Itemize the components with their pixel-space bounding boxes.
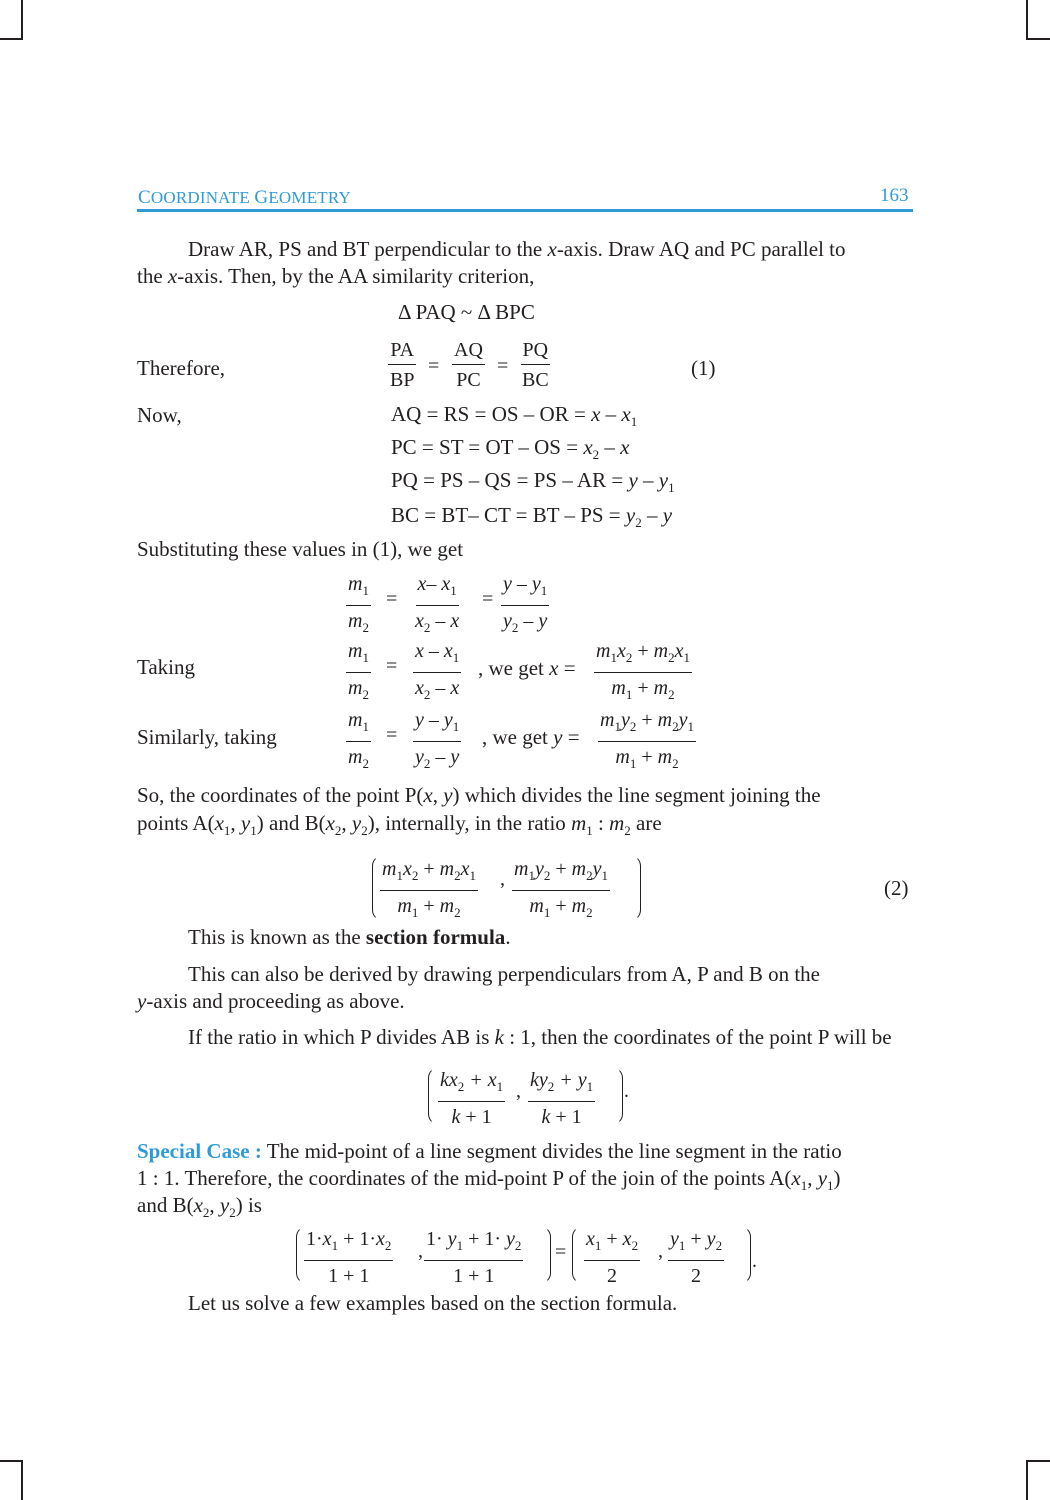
comma: , (500, 868, 505, 890)
we-get-y: , we get y = (482, 725, 580, 749)
crop-mark-top-left (0, 38, 23, 40)
comma: , (418, 1240, 423, 1262)
special-case-line3: and $B(x_2$, $y_2$) is (137, 1193, 262, 1220)
comma: , (516, 1080, 521, 1102)
pc-expression: PC = ST = OT – OS = $x_2$ – x (391, 435, 630, 462)
right-parenthesis (540, 1226, 551, 1284)
fraction-x-diff: $\frac{x - x_1}{x_2 - x}$ (415, 640, 460, 702)
paragraph-perpendiculars-line2: the x-axis. Then, by the AA similarity criterion, (137, 264, 535, 288)
bc-expression: BC = BT– CT = BT – PS = $y_2$ – y (391, 503, 673, 530)
fraction-y-result: $\frac{m_1y_2 + m_2y_1}{m_1 + m_2}$ (600, 709, 694, 771)
derivation-note-line2: y-axis and proceeding as above. (137, 989, 405, 1013)
aq-expression: AQ = RS = OS – OR = x – $x_1$ (391, 402, 638, 429)
crop-mark-top-right (1026, 0, 1028, 40)
equals-sign: = (428, 355, 440, 377)
comma: , (658, 1240, 663, 1262)
substituting-text: Substituting these values in (1), we get (137, 537, 464, 561)
crop-mark-bottom-right (1026, 1460, 1050, 1462)
equals-sign: = (482, 588, 494, 610)
fraction-m1-m2: $\frac{m_1}{m_2}$ (348, 640, 369, 702)
equals-sign: = (386, 588, 398, 610)
crop-mark-top-right (1026, 38, 1050, 40)
right-parenthesis (612, 1067, 623, 1125)
fraction-m1-m2: $\frac{m_1}{m_2}$ (348, 709, 369, 771)
fraction-x-diff: $\frac{x- x_1}{x_2 - x}$ (415, 573, 460, 635)
coordinates-paragraph-line2: points $A(x_1$, $y_1$) and $B(x_2$, $y_2$), internally, in the ratio $m_1$ : $m_2$ are (137, 811, 662, 838)
right-parenthesis (740, 1226, 751, 1284)
equation-number-2: (2) (884, 876, 909, 900)
closing-text: Let us solve a few examples based on the section formula. (188, 1291, 678, 1315)
section-formula-note: This is known as the section formula. (188, 925, 511, 949)
similarly-taking-label: Similarly, taking (137, 725, 277, 749)
midpoint-y: $\frac{y_1 + y_2}{2}$ (670, 1228, 723, 1287)
fraction-pa-bp: $\frac{PA}{BP}$ (390, 339, 415, 391)
ratio-k-text: If the ratio in which P divides AB is k : 1, then the coordinates of the point P will be (188, 1025, 892, 1049)
crop-mark-top-left (21, 0, 23, 40)
taking-label: Taking (137, 655, 196, 679)
running-header-title: COORDINATE GEOMETRY (138, 187, 351, 208)
fraction-y-diff: $\frac{y - y_1}{y_2 - y}$ (415, 709, 460, 771)
equals-sign: = (555, 1241, 567, 1263)
midpoint-x: $\frac{x_1 + x_2}{2}$ (586, 1228, 639, 1287)
pq-expression: PQ = PS – QS = PS – AR = y – $y_1$ (391, 468, 675, 495)
period: . (624, 1080, 629, 1102)
coordinates-paragraph-line1: So, the coordinates of the point P(x, y) which divides the line segment joining the (137, 783, 821, 807)
special-case-line1: Special Case : The mid-point of a line segment divides the line segment in the ratio (137, 1139, 842, 1163)
therefore-label: Therefore, (137, 356, 226, 380)
now-label: Now, (137, 403, 182, 427)
left-parenthesis (572, 1226, 583, 1284)
section-formula-y: $\frac{m_1y_2 + m_2y_1}{m_1 + m_2}$ (514, 858, 608, 920)
k-formula-y: $\frac{ky_2 + y_1}{k + 1}$ (530, 1069, 594, 1128)
special-case-line2: 1 : 1. Therefore, the coordinates of the mid-point P of the join of the points $A(x_1$, $y_1$) (137, 1166, 841, 1193)
fraction-x-result: $\frac{m_1x_2 + m_2x_1}{m_1 + m_2}$ (596, 640, 690, 702)
right-parenthesis (630, 855, 641, 921)
section-formula-x: $\frac{m_1x_2 + m_2x_1}{m_1 + m_2}$ (382, 858, 476, 920)
equals-sign: = (497, 355, 509, 377)
page-number: 163 (880, 185, 909, 206)
equals-sign: = (386, 655, 398, 677)
equals-sign: = (386, 724, 398, 746)
fraction-pq-bc: $\frac{PQ}{BC}$ (522, 339, 549, 391)
paragraph-perpendiculars: Draw AR, PS and BT perpendicular to the x-axis. Draw AQ and PC parallel to (188, 237, 846, 261)
midpoint-x-general: $\frac{1\cdot x_1 + 1\cdot x_2}{1 + 1}$ (306, 1228, 392, 1287)
header-rule (137, 209, 913, 212)
fraction-aq-pc: $\frac{AQ}{PC}$ (454, 339, 483, 391)
derivation-note-line1: This can also be derived by drawing perpendiculars from A, P and B on the (188, 962, 820, 986)
crop-mark-bottom-left (21, 1460, 23, 1500)
k-formula-x: $\frac{kx_2 + x_1}{k + 1}$ (440, 1069, 504, 1128)
midpoint-y-general: $\frac{1\cdot y_1 + 1\cdot y_2}{1 + 1}$ (426, 1228, 522, 1287)
crop-mark-bottom-right (1026, 1460, 1028, 1500)
we-get-x: , we get x = (478, 656, 576, 680)
crop-mark-bottom-left (0, 1460, 23, 1462)
similarity-statement: Δ PAQ ~ Δ BPC (398, 300, 535, 324)
equation-number-1: (1) (691, 356, 716, 380)
fraction-y-diff: $\frac{y - y_1}{y_2 - y}$ (503, 573, 548, 635)
fraction-m1-m2: $\frac{m_1}{m_2}$ (348, 573, 369, 635)
period: . (752, 1250, 757, 1272)
